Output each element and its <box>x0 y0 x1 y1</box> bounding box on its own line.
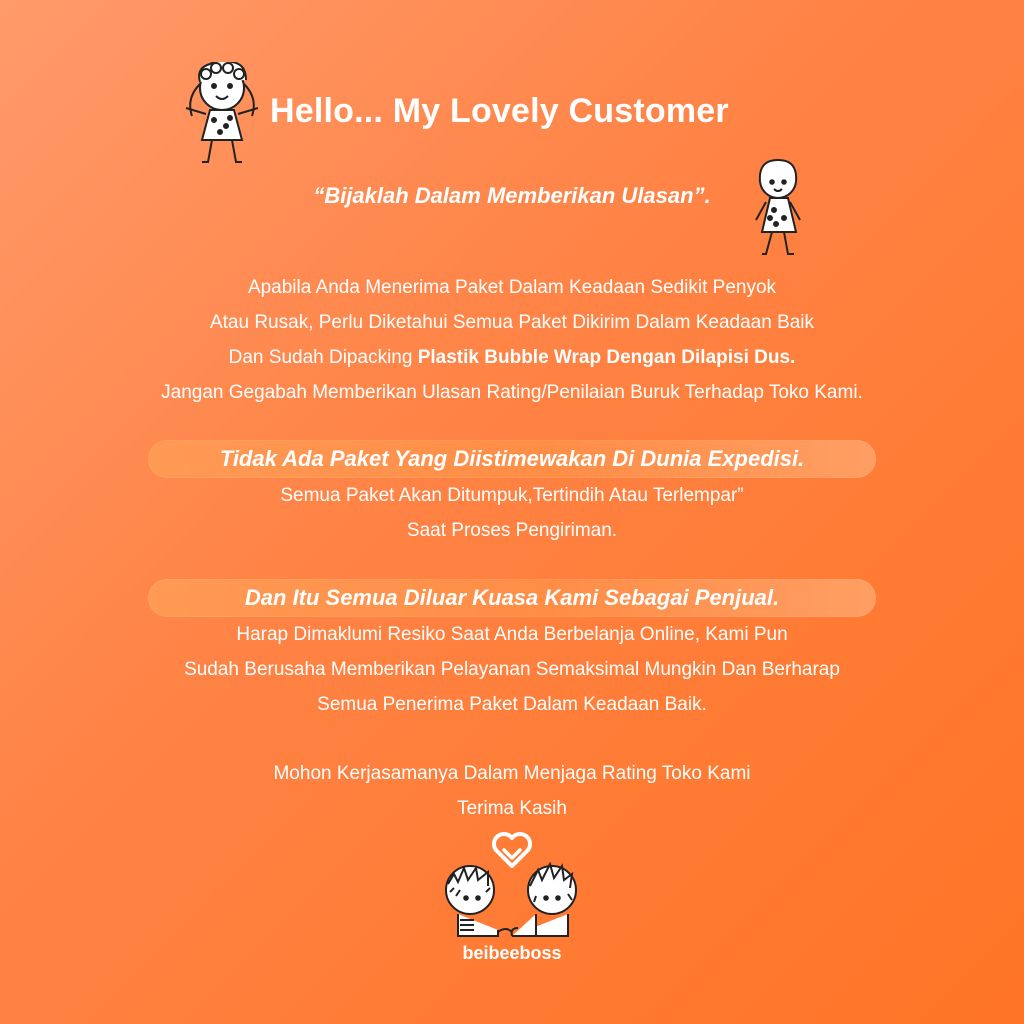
section1-heading: Tidak Ada Paket Yang Diistimewakan Di Dunia Expedisi. <box>148 440 876 478</box>
brand-name: beibeeboss <box>462 943 562 963</box>
section2-paragraph <box>0 617 1024 722</box>
page-title: Hello... My Lovely Customer <box>270 92 729 130</box>
intro-paragraph <box>0 270 1024 410</box>
closing-line-2: Terima Kasih <box>457 798 567 819</box>
section1-paragraph <box>0 478 1024 548</box>
intro-line-3 <box>0 340 1024 375</box>
girl-doodle-left-icon <box>176 62 268 170</box>
section2-heading: Dan Itu Semua Diluar Kuasa Kami Sebagai Penjual. <box>148 579 876 617</box>
intro-line-1: Apabila Anda Menerima Paket Dalam Keadaan Sedikit Penyok <box>247 277 777 298</box>
closing-line-1: Mohon Kerjasamanya Dalam Menjaga Rating Toko Kami <box>273 763 751 784</box>
section1-line-1: Semua Paket Akan Ditumpuk,Tertindih Atau Terlempar” <box>280 485 744 506</box>
intro-line-3-prefix: Dan Sudah Dipacking <box>228 347 418 368</box>
section2-line-2: Sudah Berusaha Memberikan Pelayanan Semaksimal Mungkin Dan Berharap <box>184 659 840 680</box>
intro-line-4: Jangan Gegabah Memberikan Ulasan Rating/Penilaian Buruk Terhadap Toko Kami. <box>161 382 863 403</box>
kids-doodle-icon <box>440 862 584 944</box>
section1-line-2: Saat Proses Pengiriman. <box>406 520 618 541</box>
intro-line-2: Atau Rusak, Perlu Diketahui Semua Paket Dikirim Dalam Keadaan Baik <box>209 312 815 333</box>
intro-line-3-bold: Plastik Bubble Wrap Dengan Dilapisi Dus. <box>417 347 796 368</box>
closing-paragraph <box>0 756 1024 826</box>
girl-doodle-right-icon <box>746 158 812 262</box>
section2-line-1: Harap Dimaklumi Resiko Saat Anda Berbelanja Online, Kami Pun <box>236 624 788 645</box>
review-quote: “Bijaklah Dalam Memberikan Ulasan”. <box>313 183 711 208</box>
section2-line-3: Semua Penerima Paket Dalam Keadaan Baik. <box>317 694 707 715</box>
